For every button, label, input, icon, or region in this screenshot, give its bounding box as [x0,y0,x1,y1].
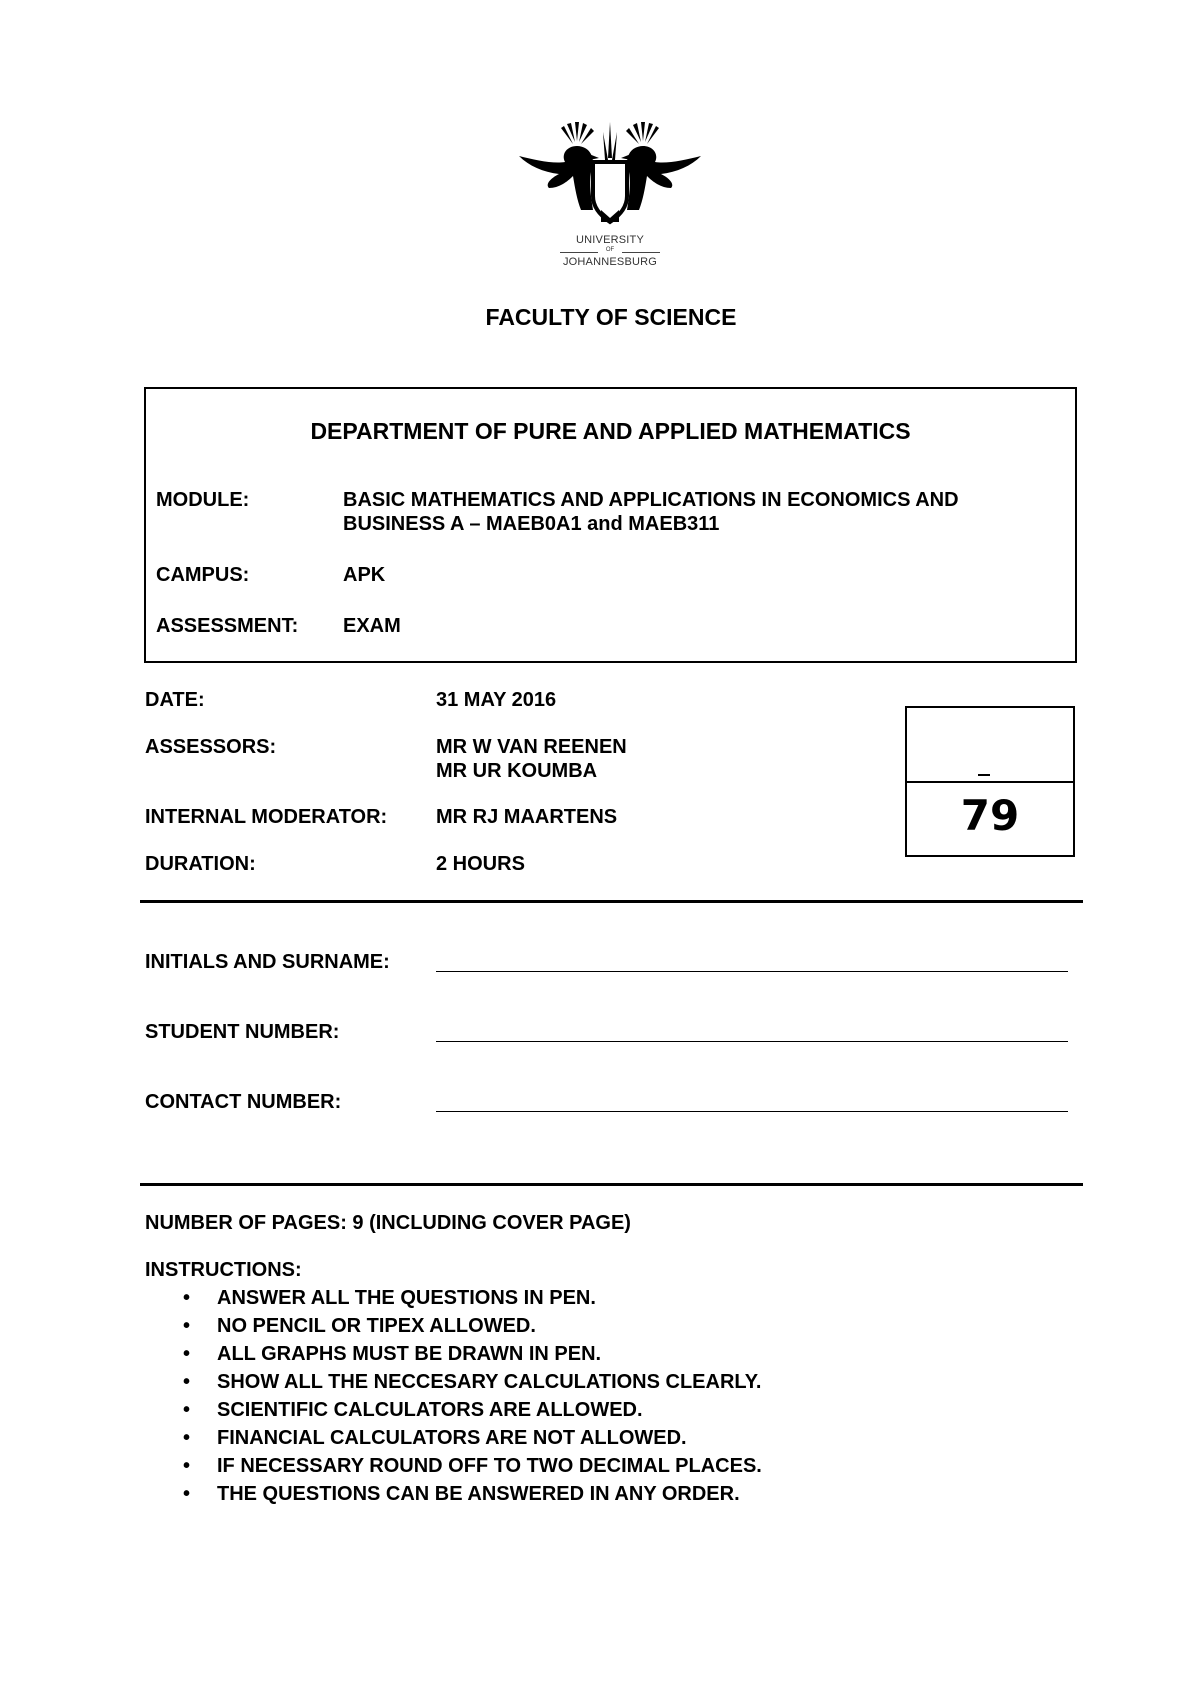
page-count: NUMBER OF PAGES: 9 (INCLUDING COVER PAGE) [145,1212,631,1234]
moderator-label: INTERNAL MODERATOR: [145,806,388,828]
score-obtained-field[interactable] [907,708,1073,778]
university-crest-icon [515,118,705,230]
assessor-1: MR W VAN REENEN [436,736,627,758]
score-total: 79 [960,791,1020,840]
assessor-2: MR UR KOUMBA [436,760,598,782]
instruction-text: ALL GRAPHS MUST BE DRAWN IN PEN. [217,1343,602,1365]
department-title: DEPARTMENT OF PURE AND APPLIED MATHEMATICS [310,418,911,444]
score-divider [907,781,1073,783]
instruction-text: IF NECESSARY ROUND OFF TO TWO DECIMAL PLACES. [217,1455,762,1477]
bullet-icon: • [183,1399,191,1421]
logo-text-of: OF [560,248,660,256]
assessors-label: ASSESSORS: [145,736,277,758]
logo-text-university: UNIVERSITY [575,234,644,246]
campus-value: APK [343,564,386,586]
student-number-label: STUDENT NUMBER: [145,1021,340,1043]
module-value-line1: BASIC MATHEMATICS AND APPLICATIONS IN ECONOMICS AND [343,489,959,511]
date-label: DATE: [145,689,205,711]
instruction-text: FINANCIAL CALCULATORS ARE NOT ALLOWED. [217,1427,687,1449]
moderator-value: MR RJ MAARTENS [436,806,618,828]
instruction-text: THE QUESTIONS CAN BE ANSWERED IN ANY ORDER. [217,1483,740,1505]
score-box [905,706,1075,857]
instruction-text: ANSWER ALL THE QUESTIONS IN PEN. [217,1287,596,1309]
divider-bottom [140,1183,1083,1186]
bullet-icon: • [183,1483,191,1505]
fraction-dash [978,774,990,776]
department-box [144,387,1077,663]
duration-label: DURATION: [145,853,256,875]
divider-top [140,900,1083,903]
bullet-icon: • [183,1371,191,1393]
name-field[interactable] [436,971,1068,972]
campus-label: CAMPUS: [156,564,250,586]
module-label: MODULE: [156,489,250,511]
logo-text-johannesburg: JOHANNESBURG [562,256,658,268]
bullet-icon: • [183,1287,191,1309]
faculty-heading: FACULTY OF SCIENCE [485,304,737,330]
duration-value: 2 HOURS [436,853,525,875]
bullet-icon: • [183,1315,191,1337]
bullet-icon: • [183,1455,191,1477]
assessment-value: EXAM [343,615,401,637]
instruction-text: SCIENTIFIC CALCULATORS ARE ALLOWED. [217,1399,643,1421]
instructions-heading: INSTRUCTIONS: [145,1259,302,1281]
bullet-icon: • [183,1343,191,1365]
university-logo [515,118,705,268]
assessment-label: ASSESSMENT: [156,615,299,637]
bullet-icon: • [183,1427,191,1449]
date-value: 31 MAY 2016 [436,689,557,711]
module-value-line2: BUSINESS A – MAEB0A1 and MAEB311 [343,513,720,535]
student-number-field[interactable] [436,1041,1068,1042]
name-label: INITIALS AND SURNAME: [145,951,390,973]
contact-number-field[interactable] [436,1111,1068,1112]
instruction-text: NO PENCIL OR TIPEX ALLOWED. [217,1315,536,1337]
instruction-text: SHOW ALL THE NECCESARY CALCULATIONS CLEARLY. [217,1371,762,1393]
contact-number-label: CONTACT NUMBER: [145,1091,342,1113]
